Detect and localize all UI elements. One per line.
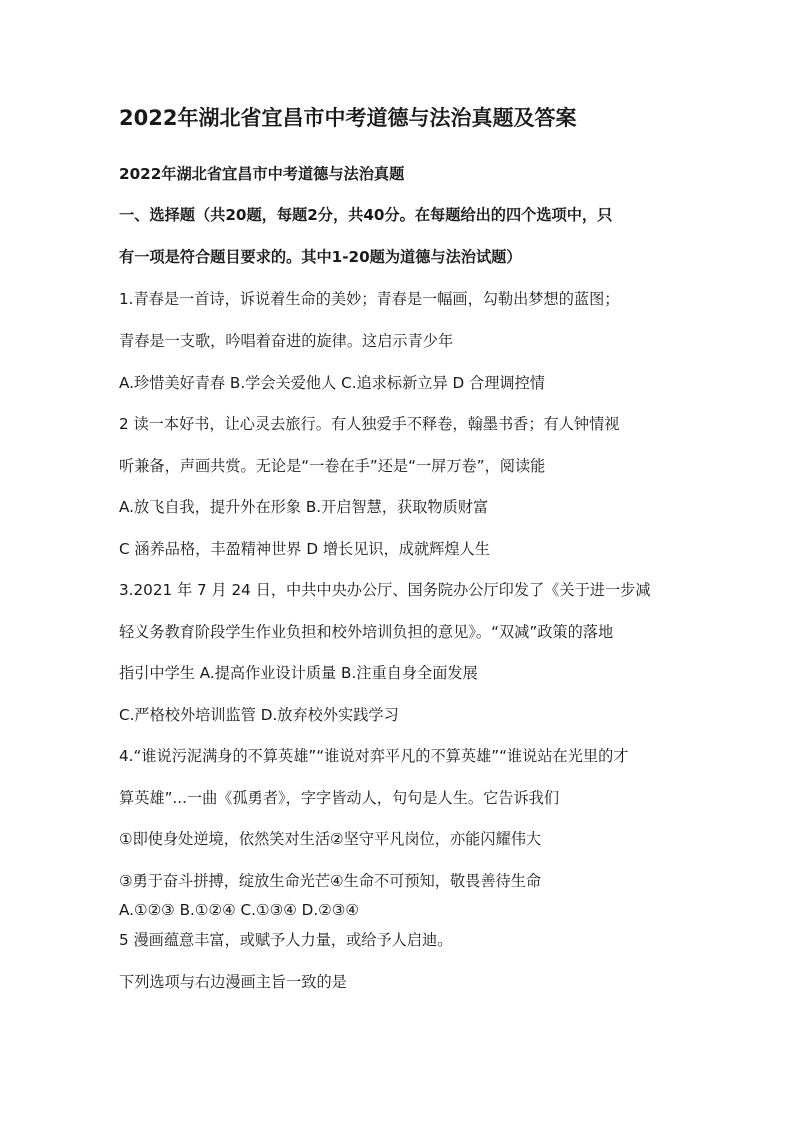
question-5-stem-line-1: 5 漫画蕴意丰富，或赋予人力量，或给予人启迪。 — [119, 931, 453, 949]
question-1-options: A.珍惜美好青春 B.学会关爱他人 C.追求标新立异 D 合理调控情 — [119, 374, 545, 392]
question-3-stem-line-2: 轻义务教育阶段学生作业负担和校外培训负担的意见》。“双减”政策的落地 — [119, 623, 614, 641]
question-3-options: C.严格校外培训监管 D.放弃校外实践学习 — [119, 706, 399, 724]
question-4-stem-line-1: 4.“谁说污泥满身的不算英雄”“谁说对弈平凡的不算英雄”“谁说站在光里的才 — [119, 747, 629, 765]
question-5-stem-line-2: 下列选项与右边漫画主旨一致的是 — [119, 973, 347, 991]
question-4-options: A.①②③ B.①②④ C.①③④ D.②③④ — [119, 901, 360, 919]
question-2-stem-line-2: 听兼备，声画共赏。无论是“一卷在手”还是“一屏万卷”，阅读能 — [119, 457, 546, 475]
question-3-stem-line-3: 指引中学生 A.提高作业设计质量 B.注重自身全面发展 — [119, 664, 478, 682]
question-2-options-line-1: A.放飞自我，提升外在形象 B.开启智慧，获取物质财富 — [119, 498, 489, 516]
question-2-options-line-2: C 涵养品格，丰盈精神世界 D 增长见识，成就辉煌人生 — [119, 540, 490, 558]
exam-subtitle: 2022年湖北省宜昌市中考道德与法治真题 — [119, 165, 405, 183]
question-4-items-1-2: ①即使身处逆境，依然笑对生活②坚守平凡岗位，亦能闪耀伟大 — [119, 830, 542, 848]
question-1-stem-line-1: 1.青春是一首诗，诉说着生命的美妙；青春是一幅画，勾勒出梦想的蓝图； — [119, 290, 620, 308]
section-instructions-line-2: 有一项是符合题目要求的。其中1-20题为道德与法治试题） — [119, 248, 522, 266]
question-1-stem-line-2: 青春是一支歌，吟唱着奋进的旋律。这启示青少年 — [119, 332, 454, 350]
question-3-stem-line-1: 3.2021 年 7 月 24 日，中共中央办公厅、国务院办公厅印发了《关于进一步减 — [119, 581, 651, 599]
document-title: 2022年湖北省宜昌市中考道德与法治真题及答案 — [119, 106, 577, 130]
question-2-stem-line-1: 2 读一本好书，让心灵去旅行。有人独爱手不释卷，翰墨书香；有人钟情视 — [119, 415, 620, 433]
section-instructions-line-1: 一、选择题（共20题，每题2分，共40分。在每题给出的四个选项中，只 — [119, 206, 613, 224]
question-4-items-3-4: ③勇于奋斗拼搏，绽放生命光芒④生命不可预知，敬畏善待生命 — [119, 872, 542, 890]
question-4-stem-line-2: 算英雄”...一曲《孤勇者》，字字皆动人，句句是人生。它告诉我们 — [119, 789, 560, 807]
